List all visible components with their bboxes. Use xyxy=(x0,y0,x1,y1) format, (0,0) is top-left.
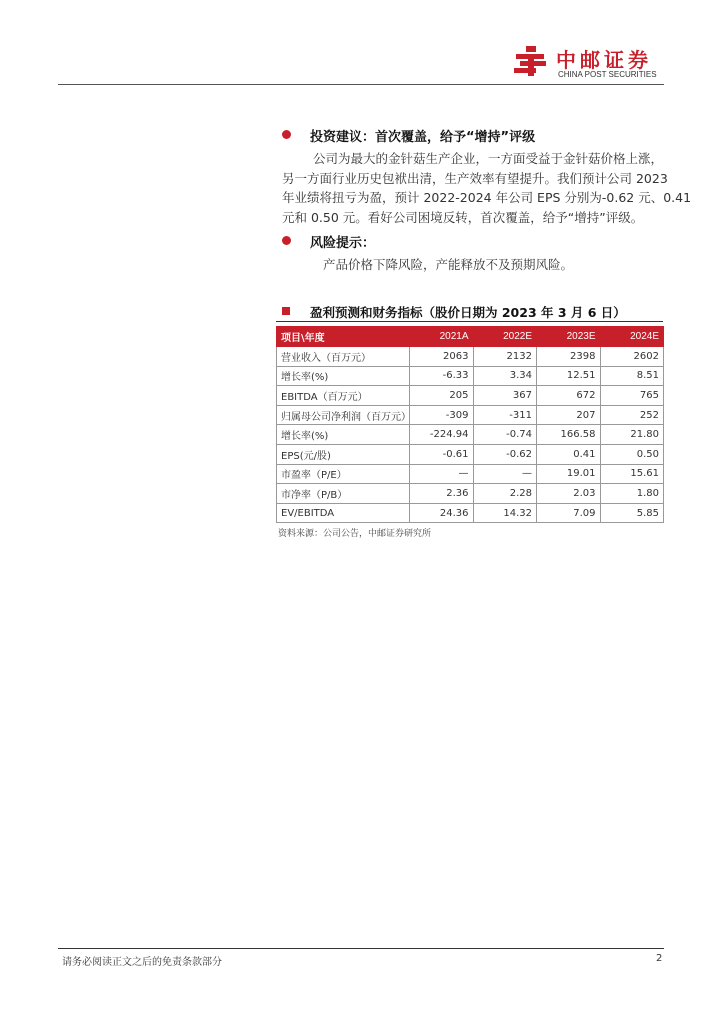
table-cell: -311 xyxy=(473,405,537,425)
row-label: 市盈率（P/E） xyxy=(277,464,410,484)
table-cell: — xyxy=(473,464,537,484)
table-cell: 2.28 xyxy=(473,484,537,504)
table-cell: 24.36 xyxy=(410,503,474,523)
column-header: 2021A xyxy=(410,327,474,347)
table-cell: 0.50 xyxy=(600,444,664,464)
row-label: 市净率（P/B） xyxy=(277,484,410,504)
table-cell: 19.01 xyxy=(537,464,601,484)
table-cell: 252 xyxy=(600,405,664,425)
table-header-row xyxy=(277,327,664,347)
table-title-rule xyxy=(276,321,663,322)
financial-forecast-table xyxy=(276,326,664,523)
table-cell: 2132 xyxy=(473,347,537,367)
bullet-icon xyxy=(282,130,291,139)
table-cell: 2602 xyxy=(600,347,664,367)
column-header: 项目\年度 xyxy=(277,327,410,347)
table-cell: -6.33 xyxy=(410,366,474,386)
header-divider xyxy=(58,84,664,85)
footer-disclaimer: 请务必阅读正文之后的免责条款部分 xyxy=(62,957,222,968)
table-cell: 3.34 xyxy=(473,366,537,386)
table-row xyxy=(277,366,664,386)
row-label: EV/EBITDA xyxy=(277,503,410,523)
china-post-logo-icon xyxy=(512,44,552,78)
table-cell: 2398 xyxy=(537,347,601,367)
square-bullet-icon xyxy=(282,307,290,315)
table-cell: -224.94 xyxy=(410,425,474,445)
table-cell: 15.61 xyxy=(600,464,664,484)
section-heading-risk: 风险提示： xyxy=(310,236,376,251)
table-cell: -0.62 xyxy=(473,444,537,464)
table-cell: 14.32 xyxy=(473,503,537,523)
table-cell: 12.51 xyxy=(537,366,601,386)
table-cell: 21.80 xyxy=(600,425,664,445)
table-row xyxy=(277,405,664,425)
table-row xyxy=(277,425,664,445)
table-row xyxy=(277,386,664,406)
row-label: EPS(元/股) xyxy=(277,444,410,464)
table-row xyxy=(277,444,664,464)
table-cell: 5.85 xyxy=(600,503,664,523)
row-label: 营业收入（百万元） xyxy=(277,347,410,367)
table-row xyxy=(277,503,664,523)
row-label: 归属母公司净利润（百万元） xyxy=(277,405,410,425)
paragraph-line: 公司为最大的金针菇生产企业，一方面受益于金针菇价格上涨， xyxy=(313,151,664,166)
table-cell: 207 xyxy=(537,405,601,425)
bullet-icon xyxy=(282,236,291,245)
paragraph-line: 产品价格下降风险，产能释放不及预期风险。 xyxy=(323,257,574,272)
logo-text-en: CHINA POST SECURITIES xyxy=(558,70,657,79)
row-label: 增长率(%) xyxy=(277,425,410,445)
footer-divider xyxy=(58,948,664,949)
table-cell: 367 xyxy=(473,386,537,406)
table-cell: 166.58 xyxy=(537,425,601,445)
table-cell: 2063 xyxy=(410,347,474,367)
column-header: 2024E xyxy=(600,327,664,347)
table-cell: 1.80 xyxy=(600,484,664,504)
table-row xyxy=(277,347,664,367)
column-header: 2023E xyxy=(537,327,601,347)
table-title: 盈利预测和财务指标（股价日期为 2023 年 3 月 6 日） xyxy=(310,305,626,320)
section-heading-investment: 投资建议：首次覆盖，给予“增持”评级 xyxy=(310,130,536,145)
table-source-note: 资料来源：公司公告，中邮证券研究所 xyxy=(278,529,432,539)
page-number: 2 xyxy=(656,953,663,964)
logo-text-cn: 中邮证券 xyxy=(556,48,652,72)
table-cell: 0.41 xyxy=(537,444,601,464)
table-cell: 765 xyxy=(600,386,664,406)
table-row xyxy=(277,464,664,484)
paragraph-line: 另一方面行业历史包袱出清，生产效率有望提升。我们预计公司 2023 xyxy=(282,170,668,186)
company-logo xyxy=(512,44,672,84)
table-cell: 205 xyxy=(410,386,474,406)
paragraph-line: 元和 0.50 元。看好公司困境反转，首次覆盖，给予“增持”评级。 xyxy=(282,209,644,225)
table-row xyxy=(277,484,664,504)
table-cell: — xyxy=(410,464,474,484)
row-label: EBITDA（百万元） xyxy=(277,386,410,406)
table-cell: -0.74 xyxy=(473,425,537,445)
paragraph-line: 年业绩将扭亏为盈，预计 2022-2024 年公司 EPS 分别为-0.62 元、0.41 xyxy=(282,190,692,205)
table-cell: -0.61 xyxy=(410,444,474,464)
table-cell: -309 xyxy=(410,405,474,425)
column-header: 2022E xyxy=(473,327,537,347)
row-label: 增长率(%) xyxy=(277,366,410,386)
table-cell: 2.36 xyxy=(410,484,474,504)
table-cell: 8.51 xyxy=(600,366,664,386)
table-cell: 672 xyxy=(537,386,601,406)
table-cell: 2.03 xyxy=(537,484,601,504)
table-cell: 7.09 xyxy=(537,503,601,523)
